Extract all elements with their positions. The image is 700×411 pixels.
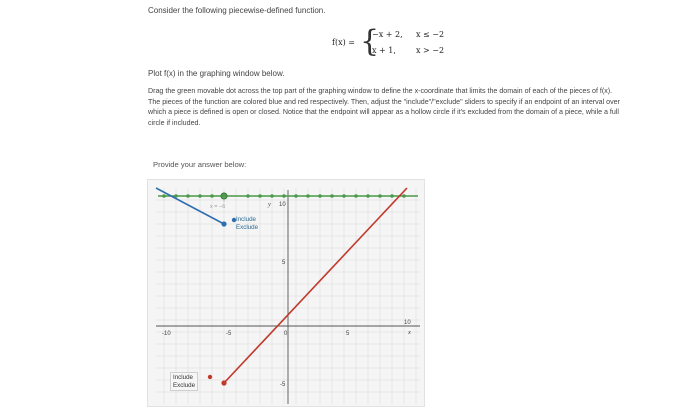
y-tick-5: 5 <box>282 260 286 266</box>
y-axis-label: y <box>268 201 271 208</box>
blue-include-slider[interactable] <box>236 216 258 231</box>
red-exclude-label[interactable]: Exclude <box>173 381 196 389</box>
x-tick-10: 10 <box>404 320 411 326</box>
piecewise-formula <box>332 26 462 62</box>
blue-piece-endpoint <box>221 221 226 226</box>
brace-glyph: { <box>360 24 380 59</box>
x-tick-neg5: -5 <box>226 331 232 337</box>
plot-instruction: Plot f(x) in the graphing window below. <box>148 69 285 78</box>
y-tick-neg5: -5 <box>280 382 286 388</box>
graphing-window[interactable] <box>147 179 425 407</box>
blue-include-label[interactable]: Include <box>236 216 256 223</box>
boundary-marker-label: x = −6 <box>210 204 226 210</box>
piece-2 <box>372 46 445 55</box>
instructions-paragraph: Drag the green movable dot across the top part of the graphing window to define the x-coordinate that limits the domain of each of the pieces of f(x). The pieces of the function are colored blue and red respectively. Then, adjust the "include"/"exclude" sliders to specify if an endpoint of an interval over which a piece is defined is open or closed. Notice that the endpoint will appear as a hollow circle if it's excluded from the domain of a piece, while a full circle if included. <box>148 87 620 127</box>
piece-1 <box>372 30 445 39</box>
provide-answer-label: Provide your answer below: <box>153 160 247 169</box>
x-axis-label: x <box>408 329 411 336</box>
function-name: f(x) = <box>332 38 355 47</box>
blue-exclude-label[interactable]: Exclude <box>236 223 259 231</box>
piece-2-expr: x + 1, <box>372 46 396 55</box>
y-tick-10: 10 <box>279 202 286 208</box>
question-prompt: Consider the following piecewise-defined function. <box>148 6 326 15</box>
x-tick-5: 5 <box>346 331 350 337</box>
red-include-toggle[interactable] <box>208 375 212 379</box>
piece-1-cond: x ≤ −2 <box>416 30 445 39</box>
boundary-handle-dots <box>162 194 406 198</box>
x-tick-0: 0 <box>284 331 288 337</box>
x-tick-neg10: -10 <box>162 331 171 337</box>
piece-1-expr: −x + 2, <box>372 30 403 39</box>
red-piece-endpoint <box>221 380 226 385</box>
red-include-label[interactable]: Include <box>173 374 193 381</box>
red-include-slider[interactable] <box>170 372 198 391</box>
piece-2-cond: x > −2 <box>416 46 445 55</box>
